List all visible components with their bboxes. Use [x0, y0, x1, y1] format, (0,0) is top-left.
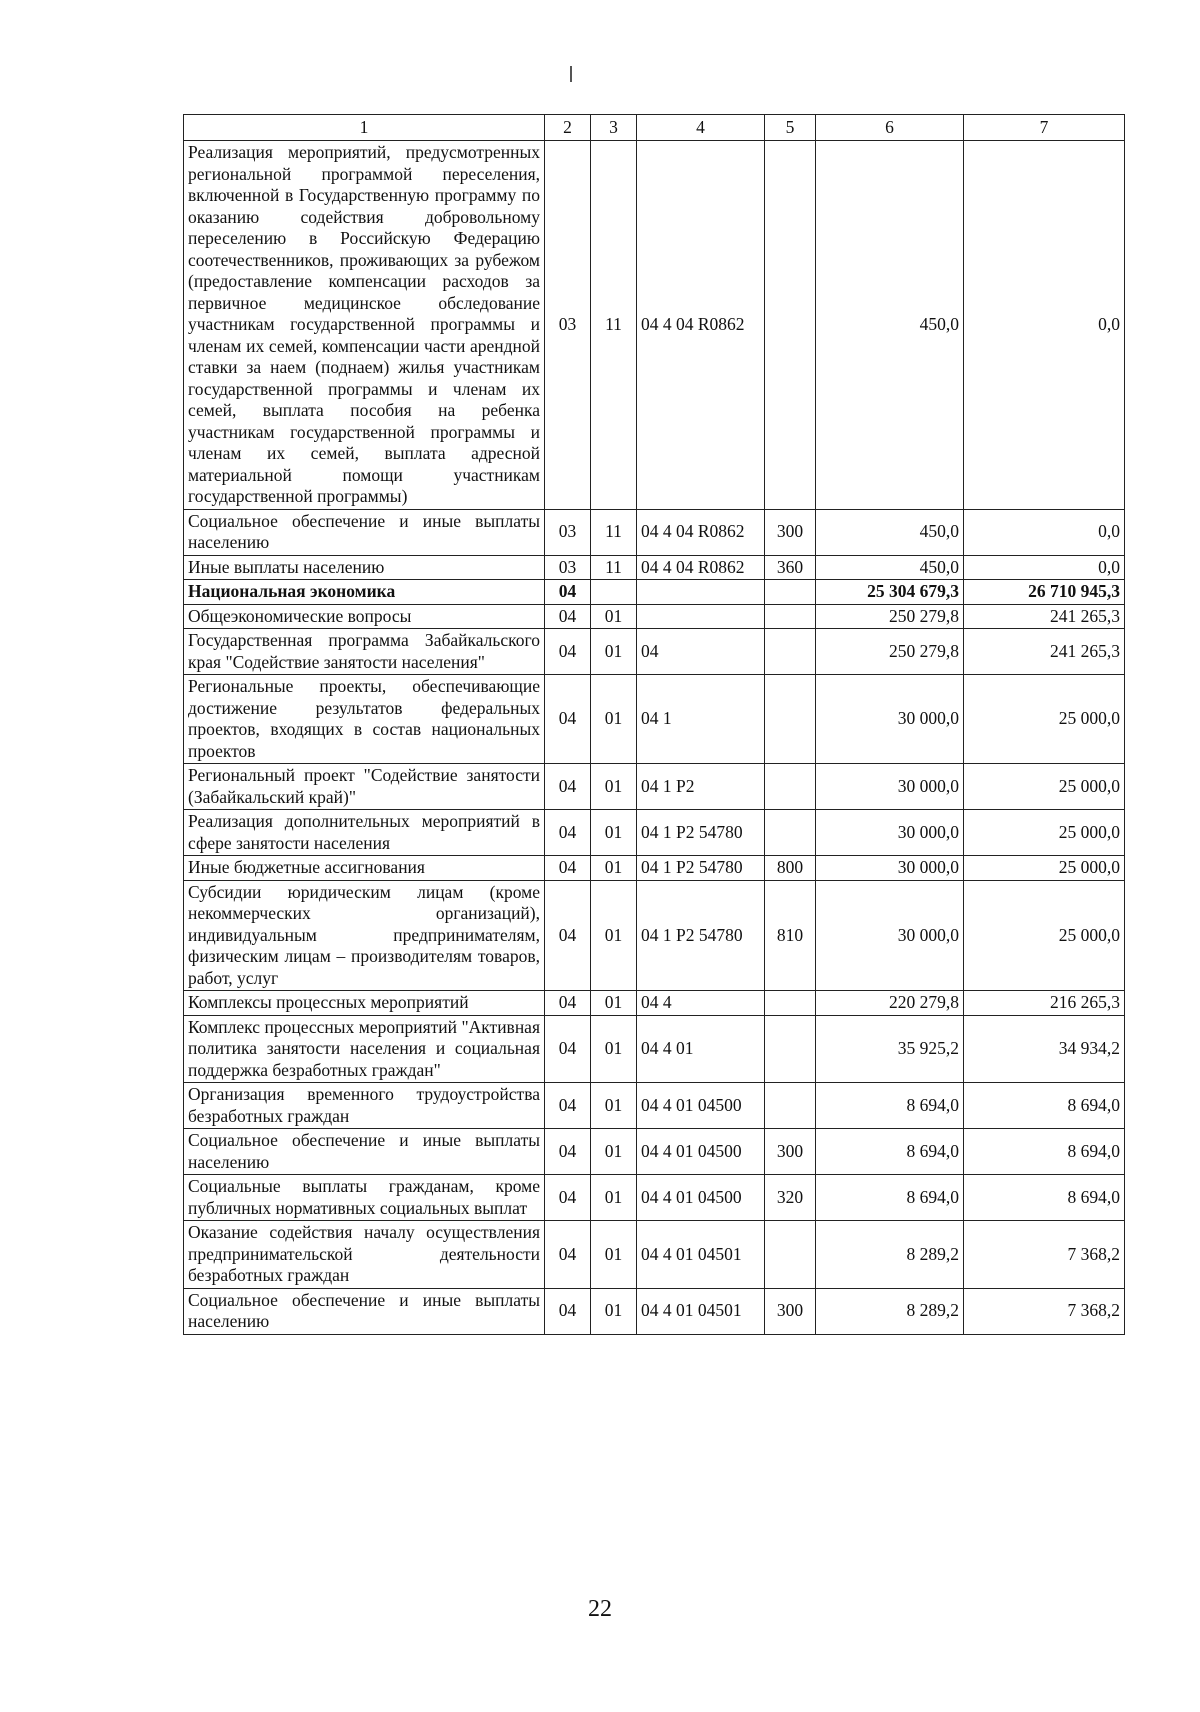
table-row — [184, 629, 1125, 675]
row-amount-2: 34 934,2 — [964, 1015, 1125, 1083]
row-name: Оказание содействия началу осуществления предпринимательской деятельности безработных граждан — [184, 1221, 545, 1289]
row-amount-1: 30 000,0 — [816, 856, 964, 881]
table-row — [184, 555, 1125, 580]
row-amount-1: 450,0 — [816, 141, 964, 510]
row-target-code: 04 4 01 04500 — [637, 1129, 765, 1175]
row-target-code: 04 1 P2 54780 — [637, 810, 765, 856]
row-amount-2: 241 265,3 — [964, 604, 1125, 629]
header-col-6: 6 — [816, 115, 964, 141]
row-name: Социальные выплаты гражданам, кроме публичных нормативных социальных выплат — [184, 1175, 545, 1221]
row-target-code: 04 — [637, 629, 765, 675]
row-amount-1: 8 289,2 — [816, 1288, 964, 1334]
row-expense-type — [765, 675, 816, 764]
row-name: Субсидии юридическим лицам (кроме некоммерческих организаций), индивидуальным предпринимателям, физическим лицам – производителям товаров, работ, услуг — [184, 880, 545, 991]
row-expense-type — [765, 604, 816, 629]
row-target-code: 04 4 01 04501 — [637, 1288, 765, 1334]
table-row — [184, 141, 1125, 510]
page-mark — [570, 66, 572, 82]
row-amount-2: 26 710 945,3 — [964, 580, 1125, 605]
row-amount-2: 216 265,3 — [964, 991, 1125, 1016]
row-amount-2: 8 694,0 — [964, 1083, 1125, 1129]
row-amount-1: 250 279,8 — [816, 629, 964, 675]
table-row — [184, 991, 1125, 1016]
row-target-code — [637, 580, 765, 605]
row-name: Социальное обеспечение и иные выплаты населению — [184, 509, 545, 555]
row-expense-type: 800 — [765, 856, 816, 881]
row-target-code: 04 4 01 — [637, 1015, 765, 1083]
row-expense-type — [765, 580, 816, 605]
row-amount-2: 241 265,3 — [964, 629, 1125, 675]
row-amount-1: 8 694,0 — [816, 1129, 964, 1175]
row-amount-1: 220 279,8 — [816, 991, 964, 1016]
row-expense-type: 360 — [765, 555, 816, 580]
budget-table — [183, 114, 1125, 1335]
table-row — [184, 580, 1125, 605]
row-amount-2: 25 000,0 — [964, 856, 1125, 881]
row-subsection: 01 — [591, 810, 637, 856]
row-subsection: 01 — [591, 629, 637, 675]
row-expense-type — [765, 810, 816, 856]
row-subsection: 01 — [591, 1129, 637, 1175]
row-amount-1: 25 304 679,3 — [816, 580, 964, 605]
row-name: Социальное обеспечение и иные выплаты населению — [184, 1129, 545, 1175]
row-amount-1: 8 694,0 — [816, 1175, 964, 1221]
row-subsection: 01 — [591, 1083, 637, 1129]
row-subsection: 11 — [591, 141, 637, 510]
row-expense-type: 300 — [765, 509, 816, 555]
row-amount-2: 8 694,0 — [964, 1175, 1125, 1221]
table-row — [184, 856, 1125, 881]
table-header-row — [184, 115, 1125, 141]
row-section: 04 — [545, 675, 591, 764]
table-row — [184, 1288, 1125, 1334]
row-section: 04 — [545, 1083, 591, 1129]
row-subsection: 01 — [591, 764, 637, 810]
row-amount-2: 7 368,2 — [964, 1288, 1125, 1334]
row-subsection: 11 — [591, 555, 637, 580]
row-amount-1: 30 000,0 — [816, 810, 964, 856]
row-amount-1: 8 694,0 — [816, 1083, 964, 1129]
row-expense-type: 300 — [765, 1288, 816, 1334]
row-target-code: 04 1 P2 — [637, 764, 765, 810]
row-amount-1: 250 279,8 — [816, 604, 964, 629]
table-row — [184, 1129, 1125, 1175]
row-expense-type — [765, 141, 816, 510]
table-row — [184, 675, 1125, 764]
row-section: 04 — [545, 1175, 591, 1221]
row-amount-2: 25 000,0 — [964, 880, 1125, 991]
table-row — [184, 1221, 1125, 1289]
header-col-3: 3 — [591, 115, 637, 141]
row-expense-type — [765, 991, 816, 1016]
row-amount-2: 8 694,0 — [964, 1129, 1125, 1175]
row-target-code — [637, 604, 765, 629]
row-name: Государственная программа Забайкальского края "Содействие занятости населения" — [184, 629, 545, 675]
row-expense-type — [765, 1221, 816, 1289]
row-expense-type: 320 — [765, 1175, 816, 1221]
header-col-5: 5 — [765, 115, 816, 141]
row-name: Комплексы процессных мероприятий — [184, 991, 545, 1016]
row-target-code: 04 4 04 R0862 — [637, 509, 765, 555]
row-subsection: 01 — [591, 675, 637, 764]
row-section: 04 — [545, 856, 591, 881]
row-subsection — [591, 580, 637, 605]
row-amount-2: 0,0 — [964, 555, 1125, 580]
row-subsection: 01 — [591, 604, 637, 629]
row-amount-1: 35 925,2 — [816, 1015, 964, 1083]
header-col-2: 2 — [545, 115, 591, 141]
table-row — [184, 1083, 1125, 1129]
row-name: Иные выплаты населению — [184, 555, 545, 580]
table-row — [184, 1015, 1125, 1083]
row-name: Социальное обеспечение и иные выплаты населению — [184, 1288, 545, 1334]
row-subsection: 01 — [591, 1175, 637, 1221]
row-expense-type — [765, 629, 816, 675]
row-name: Национальная экономика — [184, 580, 545, 605]
row-expense-type — [765, 764, 816, 810]
table-row — [184, 880, 1125, 991]
row-name: Комплекс процессных мероприятий "Активная политика занятости населения и социальная поддержка безработных граждан" — [184, 1015, 545, 1083]
row-target-code: 04 4 — [637, 991, 765, 1016]
header-col-1: 1 — [184, 115, 545, 141]
row-name: Общеэкономические вопросы — [184, 604, 545, 629]
row-amount-2: 0,0 — [964, 141, 1125, 510]
row-subsection: 11 — [591, 509, 637, 555]
row-subsection: 01 — [591, 880, 637, 991]
row-target-code: 04 4 01 04501 — [637, 1221, 765, 1289]
header-col-4: 4 — [637, 115, 765, 141]
table-row — [184, 810, 1125, 856]
row-section: 03 — [545, 555, 591, 580]
row-target-code: 04 4 01 04500 — [637, 1083, 765, 1129]
row-section: 04 — [545, 1288, 591, 1334]
row-name: Региональный проект "Содействие занятости (Забайкальский край)" — [184, 764, 545, 810]
row-name: Реализация дополнительных мероприятий в сфере занятости населения — [184, 810, 545, 856]
row-subsection: 01 — [591, 991, 637, 1016]
row-amount-2: 25 000,0 — [964, 764, 1125, 810]
row-amount-1: 450,0 — [816, 555, 964, 580]
row-name: Иные бюджетные ассигнования — [184, 856, 545, 881]
row-section: 03 — [545, 509, 591, 555]
row-section: 04 — [545, 580, 591, 605]
row-subsection: 01 — [591, 1221, 637, 1289]
row-target-code: 04 4 04 R0862 — [637, 141, 765, 510]
header-col-7: 7 — [964, 115, 1125, 141]
row-expense-type: 300 — [765, 1129, 816, 1175]
row-amount-1: 450,0 — [816, 509, 964, 555]
row-section: 04 — [545, 604, 591, 629]
row-target-code: 04 1 — [637, 675, 765, 764]
page-number: 22 — [588, 1596, 612, 1622]
row-amount-2: 0,0 — [964, 509, 1125, 555]
row-target-code: 04 4 04 R0862 — [637, 555, 765, 580]
row-section: 04 — [545, 991, 591, 1016]
row-expense-type — [765, 1083, 816, 1129]
row-amount-1: 30 000,0 — [816, 675, 964, 764]
row-amount-1: 30 000,0 — [816, 880, 964, 991]
row-section: 03 — [545, 141, 591, 510]
row-name: Региональные проекты, обеспечивающие достижение результатов федеральных проектов, входящих в состав национальных проектов — [184, 675, 545, 764]
table-row — [184, 764, 1125, 810]
row-name: Реализация мероприятий, предусмотренных региональной программой переселения, включенной в Государственную программу по оказанию содействия добровольному переселению в Российскую Федерацию соотечественников, проживающих за рубежом (предоставление компенсации расходов за первичное медицинское обследование участникам государственной программы и членам их семей, компенсации части арендной ставки за наем (поднаем) жилья участникам государственной программы и членам их семей, выплата пособия на ребенка участникам государственной программы и членам их семей, выплата адресной материальной помощи участникам государственной программы) — [184, 141, 545, 510]
row-amount-2: 25 000,0 — [964, 675, 1125, 764]
row-section: 04 — [545, 764, 591, 810]
row-section: 04 — [545, 880, 591, 991]
row-section: 04 — [545, 1015, 591, 1083]
row-subsection: 01 — [591, 1015, 637, 1083]
row-subsection: 01 — [591, 1288, 637, 1334]
table-row — [184, 1175, 1125, 1221]
row-expense-type — [765, 1015, 816, 1083]
row-section: 04 — [545, 1129, 591, 1175]
row-subsection: 01 — [591, 856, 637, 881]
row-name: Организация временного трудоустройства безработных граждан — [184, 1083, 545, 1129]
row-section: 04 — [545, 629, 591, 675]
row-amount-1: 8 289,2 — [816, 1221, 964, 1289]
row-expense-type: 810 — [765, 880, 816, 991]
row-section: 04 — [545, 810, 591, 856]
row-target-code: 04 1 P2 54780 — [637, 856, 765, 881]
row-target-code: 04 4 01 04500 — [637, 1175, 765, 1221]
row-amount-2: 25 000,0 — [964, 810, 1125, 856]
row-amount-2: 7 368,2 — [964, 1221, 1125, 1289]
row-amount-1: 30 000,0 — [816, 764, 964, 810]
table-row — [184, 604, 1125, 629]
row-section: 04 — [545, 1221, 591, 1289]
row-target-code: 04 1 P2 54780 — [637, 880, 765, 991]
table-row — [184, 509, 1125, 555]
